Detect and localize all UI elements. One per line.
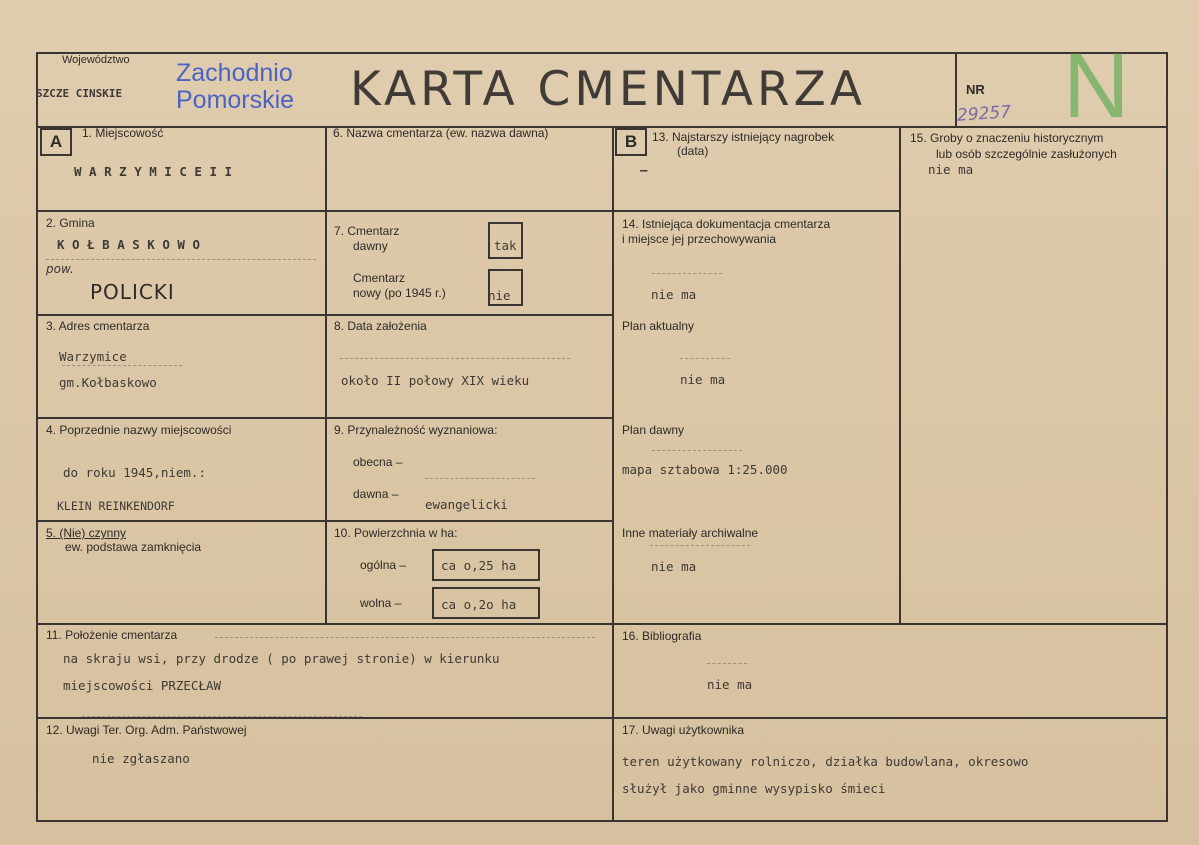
bottom-border [36,820,1168,822]
top-border [36,52,1168,54]
row-rule-2 [36,314,613,316]
field-4-line1: do roku 1945,niem.: [63,465,206,480]
row-rule-5 [36,623,1168,625]
field-7a-label-line1: 7. Cmentarz [334,224,400,238]
field-17-line1: teren użytkowany rolniczo, działka budowlana, okresowo [622,754,1029,769]
nr-label: NR [966,82,985,97]
field-11-line1: na skraju wsi, przy drodze ( po prawej stronie) w kierunku [63,651,500,666]
field-2-hand-value: POLICKI [90,280,175,304]
field-7b-label-line1: Cmentarz [353,271,406,285]
field-13-label-line2: (data) [677,144,709,158]
plan-current-label: Plan aktualny [622,319,695,333]
row-rule-3 [36,417,613,419]
wojewodztwo-value: SZCZE CINSKIE [36,87,123,100]
field-3-label: 3. Adres cmentarza [46,319,150,333]
row-rule-1 [36,210,613,212]
category-letter-stamp: N [1063,35,1130,137]
left-border [36,52,38,822]
field-15-value: nie ma [928,162,974,177]
field-11-label: 11. Położenie cmentarza [46,628,178,642]
other-materials-value: nie ma [651,559,697,574]
field-8-label: 8. Data założenia [334,319,427,333]
field-9-label: 9. Przynależność wyznaniowa: [334,423,498,437]
field-1-value: W A R Z Y M I C E I I [74,164,233,179]
field-4-label: 4. Poprzednie nazwy miejscowości [46,423,232,437]
field-7a-label-line2: dawny [353,239,388,253]
col-divider-1 [325,126,327,623]
field-2-hand-prefix: pow. [46,262,74,276]
field-7a-value: tak [494,238,517,253]
field-5-sub: ew. podstawa zamknięcia [65,540,202,554]
guide-line [652,450,742,451]
field-11-line2: miejscowości PRZECŁAW [63,678,222,693]
field-7b-label-line2: nowy (po 1945 r.) [353,286,446,300]
guide-line [425,478,535,479]
guide-line [680,358,730,359]
col-divider-3 [899,126,901,623]
field-14-label-line2: i miejsce jej przechowywania [622,232,777,246]
field-4-line2: KLEIN REINKENDORF [57,499,175,513]
section-b-box: B [615,128,647,156]
header-rule [36,126,1168,128]
right-border [1166,52,1168,822]
field-7b-value: nie [488,288,511,303]
field-8-value: około II połowy XIX wieku [341,373,530,388]
plan-old-label: Plan dawny [622,423,685,437]
field-10-label: 10. Powierzchnia w ha: [334,526,458,540]
field-14-value: nie ma [651,287,697,302]
guide-line [82,716,362,717]
field-9-dawna: dawna – [353,487,399,501]
guide-line [652,273,722,274]
guide-line [707,663,747,664]
region-stamp-line2: Pomorskie [176,86,295,114]
plan-old-value: mapa sztabowa 1:25.000 [622,462,788,477]
field-16-label: 16. Bibliografia [622,629,702,643]
nr-value: 29257 [956,102,1012,126]
guide-line [650,545,750,546]
field-16-value: nie ma [707,677,753,692]
field-15-label-line2: lub osób szczególnie zasłużonych [936,147,1117,161]
field-10-wolna-value: ca o,2o ha [441,597,517,612]
other-materials-label: Inne materiały archiwalne [622,526,759,540]
row-rule-4 [36,520,613,522]
field-3-line1: Warzymice [59,349,127,364]
field-14-label-line1: 14. Istniejąca dokumentacja cmentarza [622,217,831,231]
field-13-label-line1: 13. Najstarszy istniejący nagrobek [652,130,835,144]
region-stamp-line1: Zachodnio [176,59,293,87]
field-13-value: — [640,162,648,177]
field-15-label-line1: 15. Groby o znaczeniu historycznym [910,131,1104,145]
field-6-label: 6. Nazwa cmentarza (ew. nazwa dawna) [333,126,549,140]
guide-line [62,365,182,366]
field-2-value: K O Ł B A S K O W O [57,237,200,252]
field-10-wolna: wolna – [360,596,402,610]
field-9-obecna: obecna – [353,455,403,469]
field-17-label: 17. Uwagi użytkownika [622,723,745,737]
field-3-line2: gm.Kołbaskowo [59,375,157,390]
field-2-label: 2. Gmina [46,216,95,230]
field-12-label: 12. Uwagi Ter. Org. Adm. Państwowej [46,723,247,737]
field-12-value: nie zgłaszano [92,751,190,766]
wojewodztwo-label: Województwo [62,54,130,66]
plan-current-value: nie ma [680,372,726,387]
field-17-line2: służył jako gminne wysypisko śmieci [622,781,886,796]
guide-line [340,358,570,359]
guide-line [215,637,595,638]
field-10-ogolna-value: ca o,25 ha [441,558,517,573]
field-1-label: 1. Miejscowość [82,126,164,140]
row-rule-6 [36,717,1168,719]
field-2-underline [46,259,316,260]
field-9-dawna-value: ewangelicki [425,497,508,512]
row-rule-13 [612,210,900,212]
field-5-label: 5. (Nie) czynny [46,526,127,540]
card-title: KARTA CMENTARZA [350,62,866,117]
field-10-ogolna: ogólna – [360,558,407,572]
section-a-box: A [40,128,72,156]
